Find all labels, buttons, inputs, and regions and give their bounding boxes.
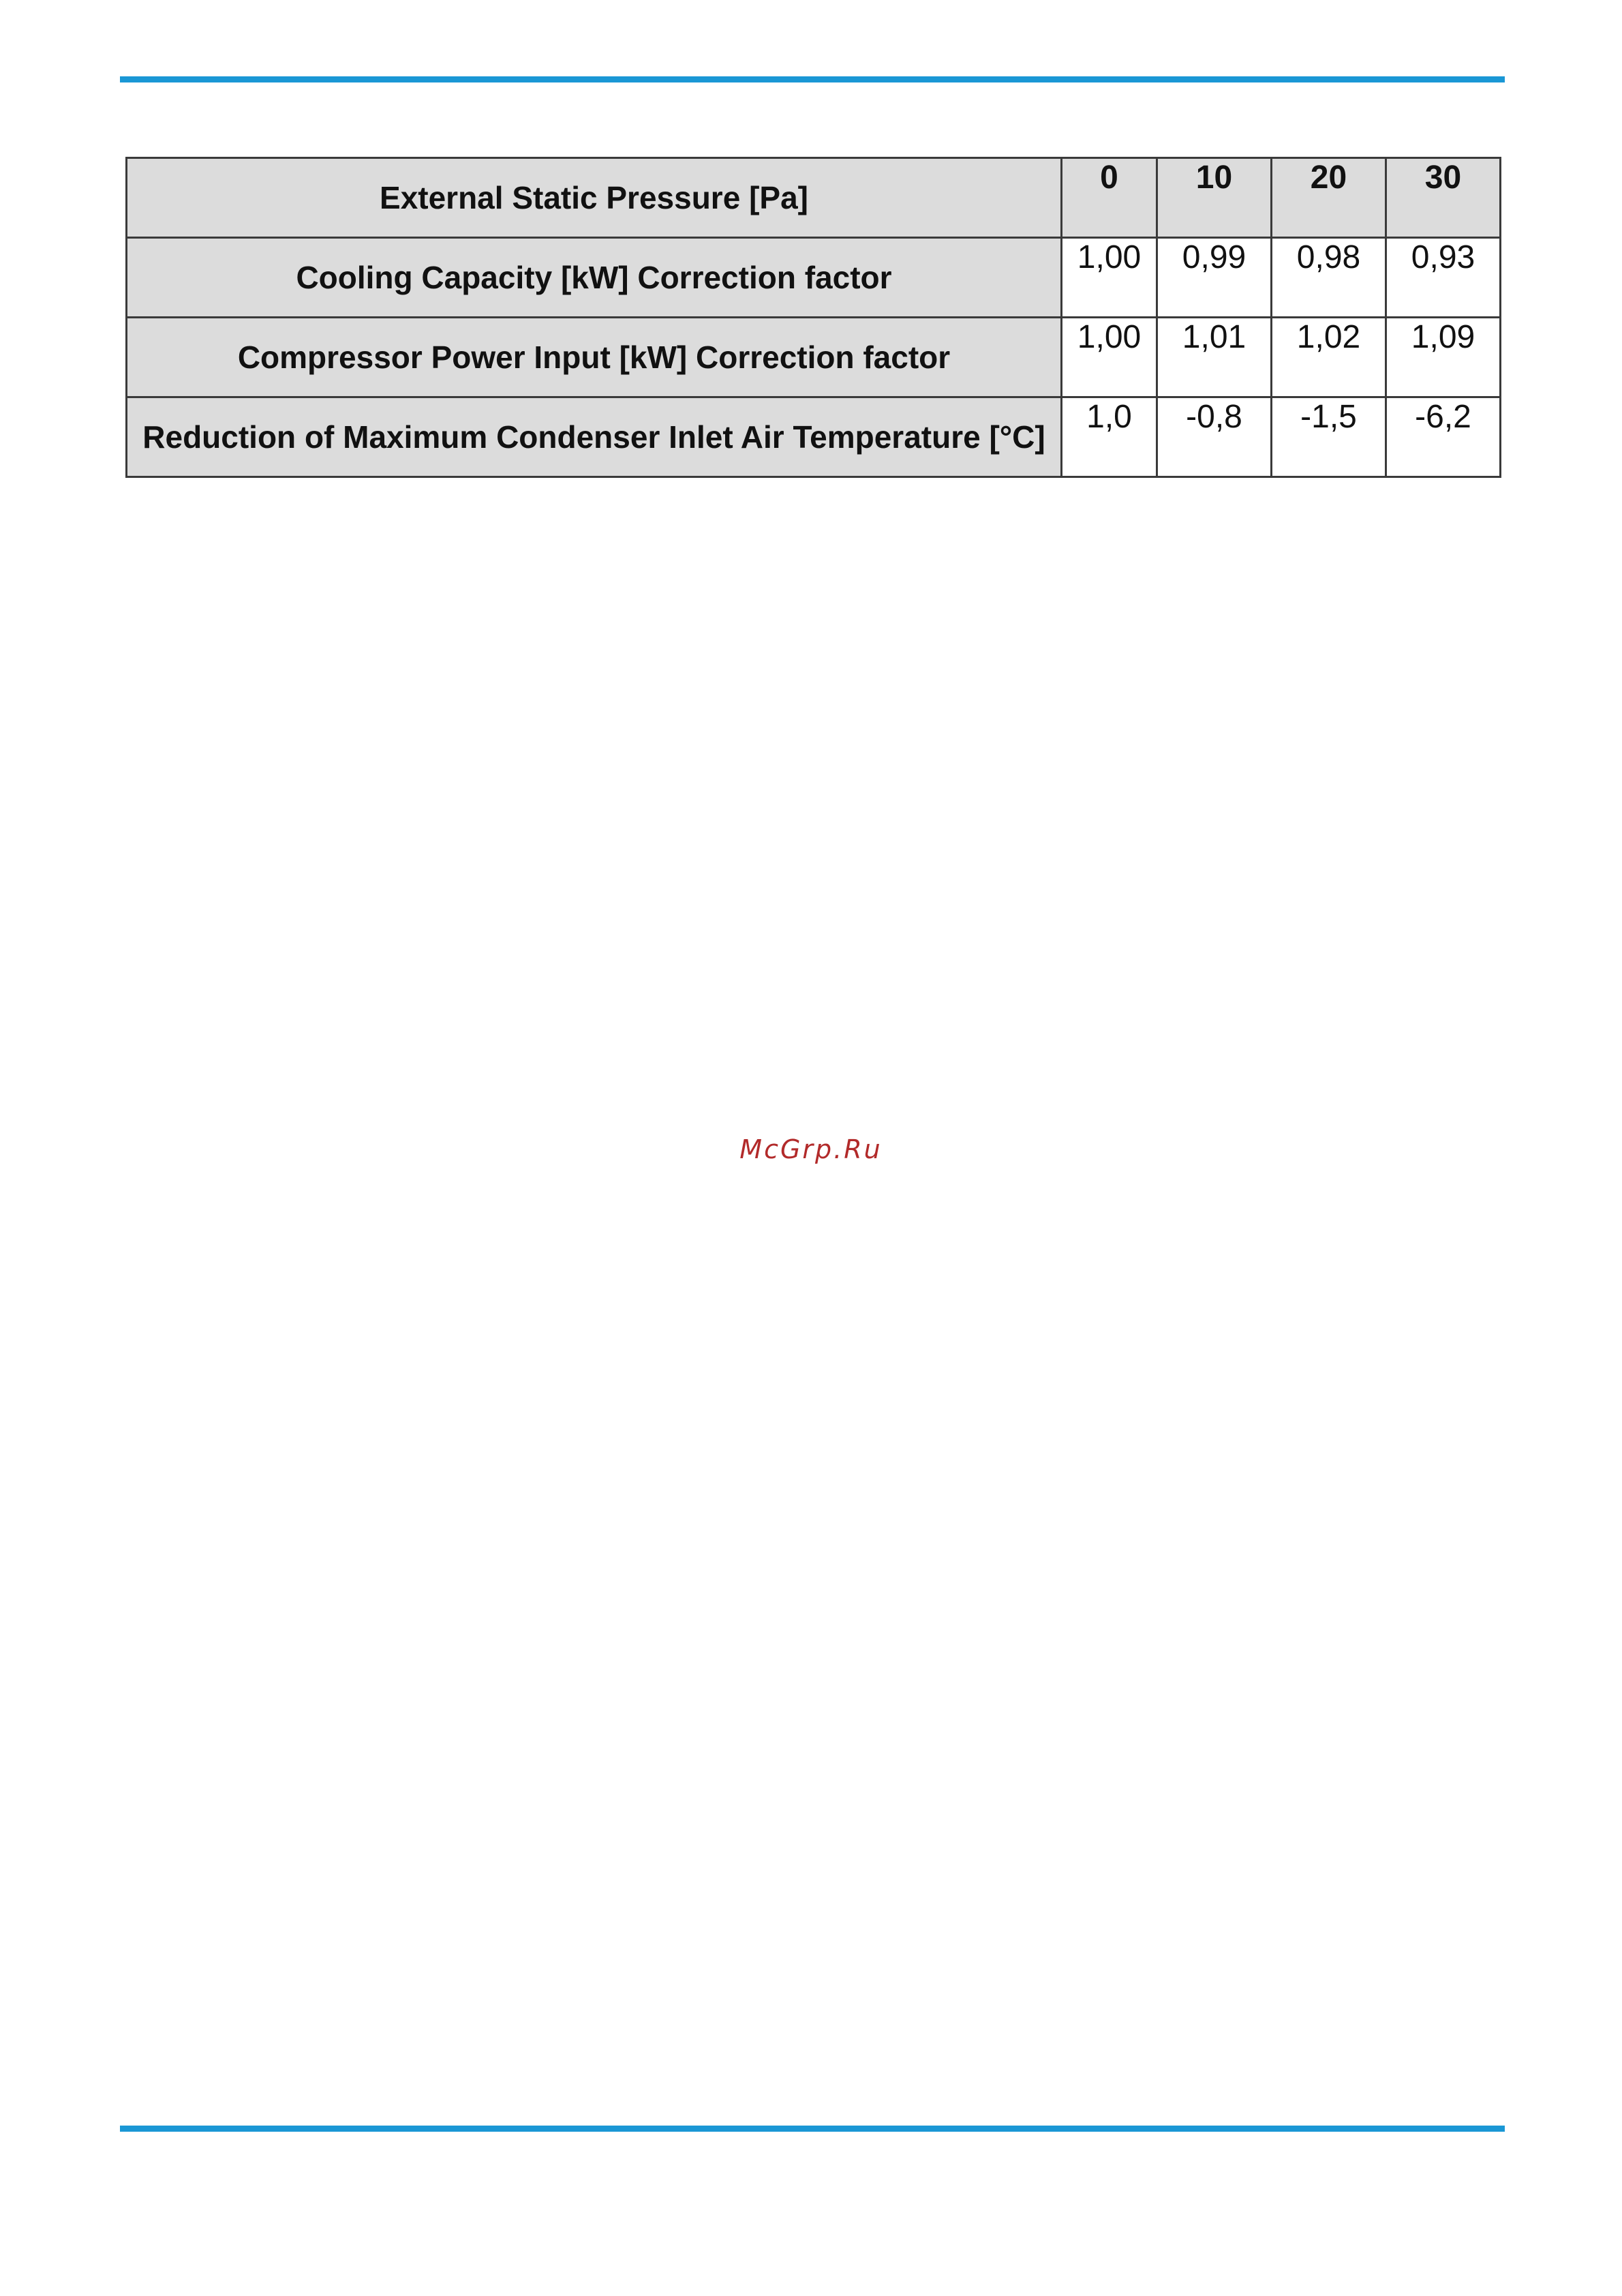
cell-value: 0,99	[1157, 238, 1272, 318]
header-value: 20	[1272, 158, 1386, 238]
static-pressure-correction-table	[125, 157, 1501, 478]
table-row	[127, 318, 1501, 397]
cell-value: 1,0	[1062, 397, 1157, 477]
watermark-text[interactable]: McGrp.Ru	[739, 1134, 883, 1164]
table-header-row	[127, 158, 1501, 238]
cell-value: 1,00	[1062, 318, 1157, 397]
table-row	[127, 238, 1501, 318]
row-label: Reduction of Maximum Condenser Inlet Air Temperature [°C]	[127, 397, 1062, 477]
header-label: External Static Pressure [Pa]	[127, 158, 1062, 238]
table-row	[127, 397, 1501, 477]
cell-value: 0,93	[1386, 238, 1501, 318]
cell-value: 1,01	[1157, 318, 1272, 397]
header-value: 10	[1157, 158, 1272, 238]
cell-value: -6,2	[1386, 397, 1501, 477]
cell-value: 1,09	[1386, 318, 1501, 397]
top-rule	[120, 76, 1505, 82]
cell-value: -0,8	[1157, 397, 1272, 477]
row-label: Cooling Capacity [kW] Correction factor	[127, 238, 1062, 318]
cell-value: 0,98	[1272, 238, 1386, 318]
bottom-rule	[120, 2126, 1505, 2132]
cell-value: 1,00	[1062, 238, 1157, 318]
cell-value: -1,5	[1272, 397, 1386, 477]
cell-value: 1,02	[1272, 318, 1386, 397]
header-value: 30	[1386, 158, 1501, 238]
header-value: 0	[1062, 158, 1157, 238]
row-label: Compressor Power Input [kW] Correction factor	[127, 318, 1062, 397]
